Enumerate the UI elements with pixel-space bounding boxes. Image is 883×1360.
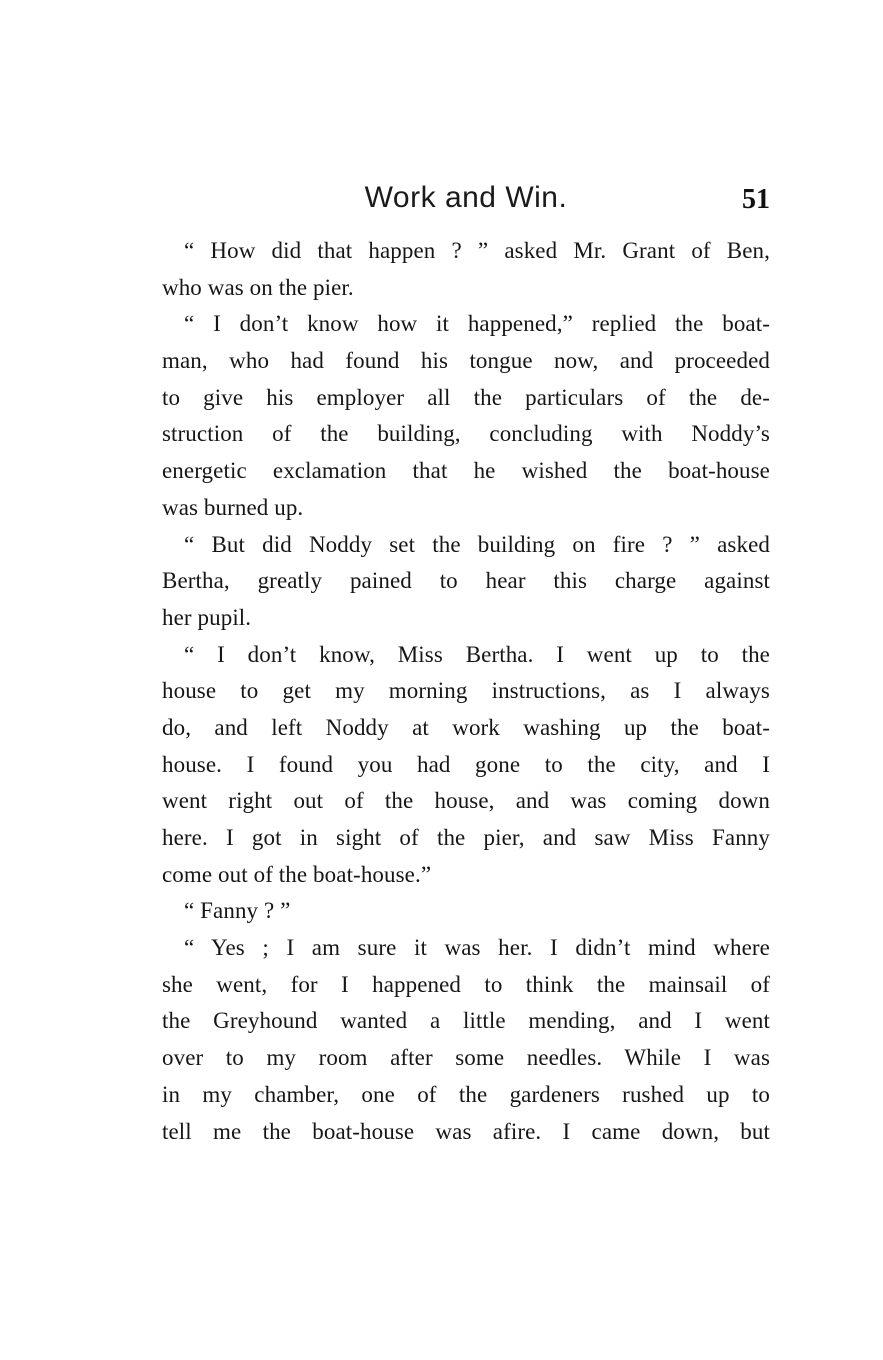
- text-line: was burned up.: [162, 494, 304, 520]
- text-line: in my chamber, one of the gardeners rushed up to: [162, 1081, 770, 1107]
- text-line: man, who had found his tongue now, and proceeded: [162, 348, 770, 374]
- body-text: [162, 233, 770, 1150]
- text-line: over to my room after some needles. While I was: [162, 1045, 770, 1071]
- text-line: struction of the building, concluding with Noddy’s: [162, 421, 770, 447]
- text-line: her pupil.: [162, 604, 252, 630]
- text-line: “ Yes ; I am sure it was her. I didn’t mind where: [184, 935, 770, 961]
- text-line: she went, for I happened to think the mainsail of: [162, 971, 770, 997]
- text-line: who was on the pier.: [162, 274, 354, 300]
- text-line: tell me the boat-house was afire. I came down, but: [162, 1118, 770, 1144]
- text-line: here. I got in sight of the pier, and saw Miss Fanny: [162, 825, 770, 850]
- text-line: “ Fanny ? ”: [184, 898, 291, 924]
- text-line: to give his employer all the particulars of the de-: [162, 384, 770, 410]
- text-line: “ I don’t know, Miss Bertha. I went up to the: [184, 641, 770, 667]
- text-line: come out of the boat-house.”: [162, 861, 432, 887]
- running-title: Work and Win.: [364, 181, 568, 214]
- page-number: 51: [742, 184, 770, 215]
- text-line: “ I don’t know how it happened,” replied the boat-: [184, 311, 770, 337]
- text-line: went right out of the house, and was coming down: [162, 788, 770, 814]
- text-line: “ How did that happen ? ” asked Mr. Grant of Ben,: [184, 238, 770, 263]
- text-line: Bertha, greatly pained to hear this charge against: [162, 568, 770, 594]
- page-header: [162, 178, 770, 222]
- text-line: “ But did Noddy set the building on fire ? ” asked: [184, 531, 770, 557]
- text-line: energetic exclamation that he wished the boat-house: [162, 458, 770, 484]
- text-line: house. I found you had gone to the city, and I: [162, 751, 770, 777]
- text-line: do, and left Noddy at work washing up the boat-: [162, 714, 770, 740]
- text-line: house to get my morning instructions, as I always: [162, 678, 770, 704]
- text-line: the Greyhound wanted a little mending, and I went: [162, 1008, 770, 1034]
